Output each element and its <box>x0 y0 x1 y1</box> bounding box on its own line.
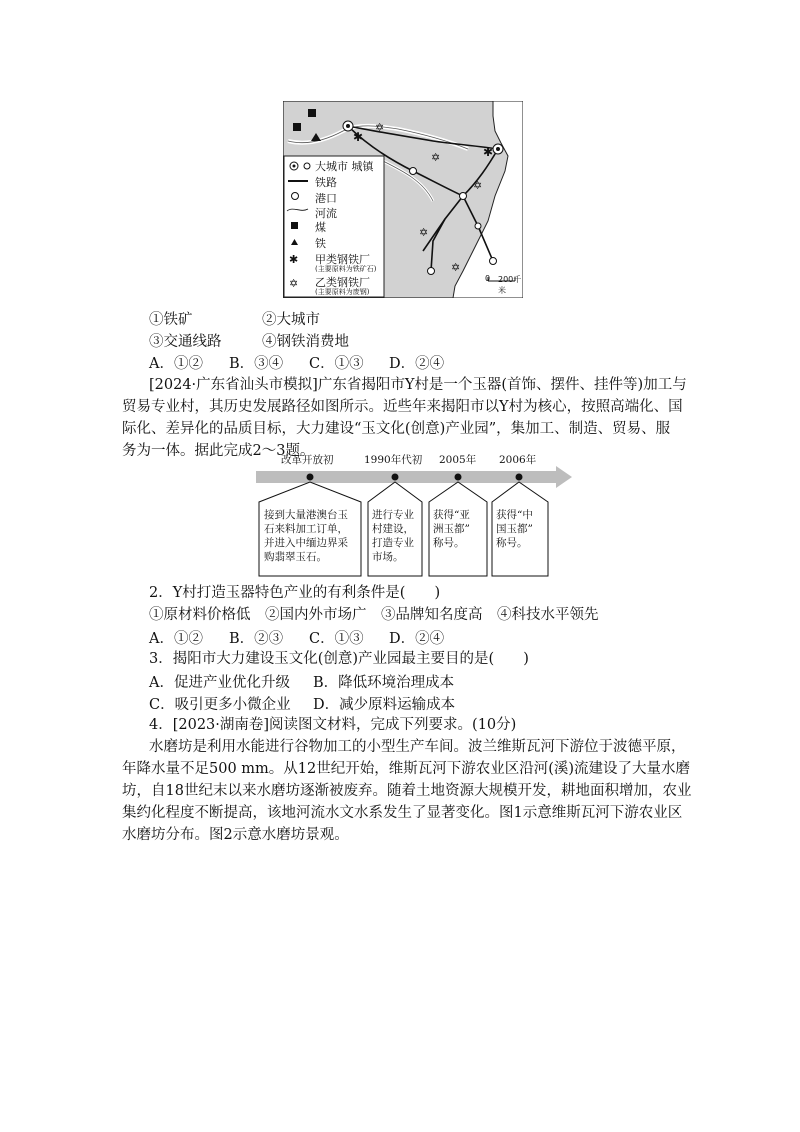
box2-line-3: 打造专业 <box>372 537 414 549</box>
svg-text:✡: ✡ <box>431 151 441 164</box>
q1-choice-c[interactable]: C．①③ <box>309 356 364 372</box>
q4-line-5: 水磨坊分布。图2示意水磨坊景观。 <box>122 827 349 843</box>
svg-text:✱: ✱ <box>353 130 364 144</box>
q1-choice-b[interactable]: B．③④ <box>229 356 284 372</box>
legend-note-steel-b: (主要原料为废钢) <box>315 288 370 296</box>
svg-text:✡: ✡ <box>451 261 461 274</box>
period-label-2: 1990年代初 <box>364 454 423 466</box>
box3-line-1: 获得“亚 <box>433 509 470 521</box>
q1-item-4: ④钢铁消费地 <box>262 334 349 350</box>
box2-line-1: 进行专业 <box>372 509 414 521</box>
box4-line-1: 获得“中 <box>496 509 533 521</box>
timeline-box-1 <box>264 508 348 564</box>
intro-line-2: 贸易专业村，其历史发展路径如图所示。近些年来揭阳市以Y村为核心，按照高端化、国 <box>122 399 683 415</box>
q4-line-2: 年降水量不足500 mm。从12世纪开始，维斯瓦河下游农业区沿河(溪)流建设了大量水磨 <box>122 761 691 777</box>
timeline-box-4 <box>496 508 533 550</box>
q1-item-1: ①铁矿 <box>149 312 193 328</box>
q3-stem: 3．揭阳市大力建设玉文化(创意)产业园最主要目的是( ) <box>149 651 529 667</box>
timeline-box-3 <box>433 508 470 550</box>
q2-choice-c[interactable]: C．①③ <box>309 631 364 647</box>
box2-line-2: 村建设， <box>372 523 414 535</box>
steel-industry-map <box>283 101 523 298</box>
timeline-box-2 <box>372 508 414 564</box>
box3-line-3: 称号。 <box>433 537 465 549</box>
box1-line-4: 购翡翠玉石。 <box>264 551 327 563</box>
period-label-4: 2006年 <box>499 454 537 466</box>
legend-label-iron: 铁 <box>315 237 326 250</box>
q2-choice-a[interactable]: A．①② <box>149 631 203 647</box>
q4-line-1: 水磨坊是利用水能进行谷物加工的小型生产车间。波兰维斯瓦河下游位于波德平原， <box>149 739 686 755</box>
legend-label-railway: 铁路 <box>315 176 337 189</box>
box4-line-3: 称号。 <box>496 537 528 549</box>
box1-line-1: 接到大量港澳台玉 <box>264 509 348 521</box>
q2-choice-d[interactable]: D．②④ <box>389 631 445 647</box>
intro-line-3: 际化、差异化的品质目标，大力建设“玉文化(创意)产业园”，集加工、制造、贸易、服 <box>122 421 671 437</box>
period-label-3: 2005年 <box>439 454 477 466</box>
box4-line-2: 国玉都” <box>496 523 533 535</box>
box1-line-2: 石来料加工订单， <box>264 523 348 535</box>
svg-text:✱: ✱ <box>483 145 494 159</box>
q2-stem: 2．Y村打造玉器特色产业的有利条件是( ) <box>149 585 441 601</box>
q1-choice-a[interactable]: A．①② <box>149 356 203 372</box>
legend-label-city: 大城市 城镇 <box>315 160 374 173</box>
scale-distance: 200千米 <box>498 275 522 295</box>
svg-text:✡: ✡ <box>473 179 483 192</box>
legend-label-coal: 煤 <box>315 221 326 234</box>
legend-label-river: 河流 <box>315 207 337 220</box>
intro-line-4: 务为一体。据此完成2～3题。 <box>122 443 315 459</box>
legend-note-steel-a: (主要原料为铁矿石) <box>315 265 377 273</box>
q4-stem: 4．[2023·湖南卷]阅读图文材料，完成下列要求。(10分) <box>149 717 517 733</box>
q3-choice-a[interactable]: A．促进产业优化升级 <box>149 675 290 691</box>
development-timeline <box>256 452 576 578</box>
legend-label-steel-a: 甲类钢铁厂 <box>315 253 370 266</box>
scale-zero: 0 <box>485 274 491 283</box>
q3-choice-c[interactable]: C．吸引更多小微企业 <box>149 697 291 713</box>
svg-text:✡: ✡ <box>375 121 385 134</box>
q2-choice-b[interactable]: B．②③ <box>229 631 284 647</box>
svg-text:✡: ✡ <box>289 277 299 290</box>
svg-text:✡: ✡ <box>419 226 429 239</box>
q1-item-2: ②大城市 <box>262 312 320 328</box>
box1-line-3: 并进入中缅边界采 <box>264 537 348 549</box>
period-label-1: 改革开放初 <box>281 454 334 466</box>
legend-label-port: 港口 <box>315 192 337 205</box>
legend-label-steel-b: 乙类钢铁厂 <box>315 276 370 289</box>
box2-line-4: 市场。 <box>372 551 404 563</box>
q4-line-3: 坊，自18世纪末以来水磨坊逐渐被废弃。随着土地资源大规模开发，耕地面积增加，农业 <box>122 783 692 799</box>
box3-line-2: 洲玉都” <box>433 523 470 535</box>
q4-line-4: 集约化程度不断提高，该地河流水文水系发生了显著变化。图1示意维斯瓦河下游农业区 <box>122 805 683 821</box>
q3-choice-b[interactable]: B．降低环境治理成本 <box>313 675 455 691</box>
q1-choice-d[interactable]: D．②④ <box>389 356 445 372</box>
intro-line-1: [2024·广东省汕头市模拟]广东省揭阳市Y村是一个玉器(首饰、摆件、挂件等)加工与 <box>149 377 687 393</box>
q1-item-3: ③交通线路 <box>149 334 222 350</box>
q3-choice-d[interactable]: D．减少原料运输成本 <box>313 697 456 713</box>
q2-items: ①原材料价格低 ②国内外市场广 ③品牌知名度高 ④科技水平领先 <box>149 607 599 623</box>
svg-text:✱: ✱ <box>289 253 299 266</box>
